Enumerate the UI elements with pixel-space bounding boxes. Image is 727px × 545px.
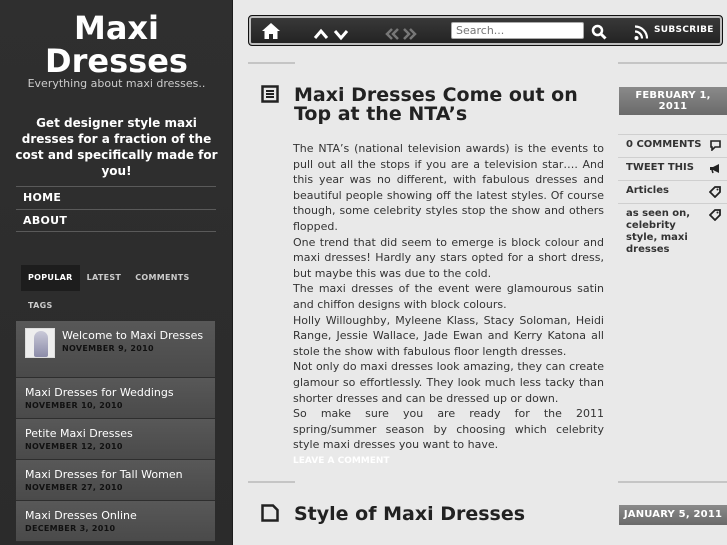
prev-next-arrows-icon[interactable] [384, 25, 418, 43]
tweet-this-link[interactable] [618, 157, 727, 180]
tab-latest[interactable]: LATEST [86, 273, 122, 282]
site-tagline: Everything about maxi dresses.. [27, 77, 206, 90]
site-title[interactable] [0, 9, 233, 80]
tweet-this-label[interactable]: TWEET THIS [626, 162, 694, 173]
post-date: NOVEMBER 12, 2010 [25, 442, 123, 451]
article-paragraph: One trend that did seem to emerge is block colour and maxi dresses! Hardly any stars opted for a short dress, but maybe this was due to the cold. [293, 235, 604, 280]
date-badge-line1: FEBRUARY 1, [635, 90, 711, 101]
date-badge [619, 87, 727, 115]
article-title-line2[interactable]: Top at the NTA’s [294, 103, 468, 125]
popular-post-list [16, 321, 215, 542]
tag-icon [709, 209, 721, 221]
top-toolbar [248, 15, 723, 46]
subscribe-link[interactable]: SUBSCRIBE [654, 25, 714, 35]
post-title[interactable]: Maxi Dresses for Weddings [25, 386, 174, 399]
article-meta [618, 134, 727, 253]
widget-tabs [21, 265, 217, 319]
list-item[interactable] [16, 501, 215, 542]
article-title-line1[interactable]: Maxi Dresses Come out on [294, 84, 578, 106]
page-icon [261, 504, 279, 522]
divider [248, 62, 295, 64]
list-item[interactable] [16, 419, 215, 460]
article-paragraph: Not only do maxi dresses look amazing, they can create glamour so effortlessly. They look much less tacky than shorter dresses and can be dressed up or down. [293, 360, 604, 405]
post-title[interactable]: Welcome to Maxi Dresses [62, 329, 204, 342]
tag-icon [709, 186, 721, 198]
rss-icon[interactable] [634, 24, 650, 42]
sidebar-nav [16, 186, 216, 232]
divider [248, 481, 295, 483]
home-icon[interactable] [261, 22, 281, 40]
nav-about-link[interactable]: ABOUT [16, 209, 216, 232]
tags-label[interactable]: as seen on, celebrity style, maxi dresses [626, 208, 691, 255]
date-badge-line2: 2011 [658, 101, 688, 112]
site-title-line2[interactable]: Dresses [45, 42, 188, 80]
category-label[interactable]: Articles [626, 185, 669, 196]
search-icon[interactable] [591, 23, 607, 41]
speech-bubble-icon [710, 140, 721, 151]
sidebar [0, 0, 233, 545]
up-down-arrows-icon[interactable] [313, 25, 351, 43]
leave-comment-link[interactable]: LEAVE A COMMENT [293, 455, 390, 466]
article-body [293, 141, 604, 469]
post-date: DECEMBER 3, 2010 [25, 524, 116, 533]
article-paragraph: The NTA’s (national television awards) is the events to pull out all the stops if you are a television star…. And this year was no different, with fabulous dresses and beautiful people showing off the latest styles. Of course though, some celebrity styles stop the show and others flopped. [293, 142, 604, 233]
site-title-line1[interactable]: Maxi [73, 9, 160, 47]
post-title[interactable]: Maxi Dresses Online [25, 509, 137, 522]
divider [618, 62, 727, 64]
tags-list[interactable] [618, 203, 727, 253]
post-date: NOVEMBER 10, 2010 [25, 401, 123, 410]
search-input[interactable] [451, 22, 584, 39]
list-item[interactable] [16, 321, 215, 378]
post-title[interactable]: Maxi Dresses for Tall Women [25, 468, 183, 481]
article-title[interactable] [294, 86, 578, 124]
divider [618, 481, 727, 483]
category-link[interactable] [618, 180, 727, 203]
tab-tags[interactable]: TAGS [28, 301, 53, 310]
article-paragraph: So make sure you are ready for the 2011 spring/summer season by choosing which celebrity style maxi dresses you want to have. [293, 407, 604, 452]
list-item[interactable] [16, 378, 215, 419]
comments-count-link[interactable] [618, 134, 727, 157]
post-thumbnail[interactable] [25, 328, 55, 358]
article-paragraph: Holly Willoughby, Myleene Klass, Stacy Soloman, Heidi Range, Jessie Wallace, Jade Ewan and Kerry Katona all stole the show with fabulous floor length dresses. [293, 313, 604, 358]
tab-popular[interactable]: POPULAR [21, 265, 80, 291]
megaphone-icon [709, 163, 721, 174]
article-paragraph: The maxi dresses of the event were glamourous satin and chiffon designs with block colours. [293, 282, 604, 311]
post-date: NOVEMBER 9, 2010 [62, 344, 154, 353]
document-icon [261, 85, 279, 103]
list-item[interactable] [16, 460, 215, 501]
comments-count[interactable]: 0 COMMENTS [626, 139, 702, 150]
tab-comments[interactable]: COMMENTS [135, 273, 190, 282]
article-title[interactable]: Style of Maxi Dresses [294, 503, 526, 525]
nav-home-link[interactable]: HOME [16, 186, 216, 209]
date-badge: JANUARY 5, 2011 [619, 505, 727, 525]
post-title[interactable]: Petite Maxi Dresses [25, 427, 133, 440]
post-date: NOVEMBER 27, 2010 [25, 483, 123, 492]
site-promo: Get designer style maxi dresses for a fraction of the cost and specifically made for you! [15, 116, 218, 178]
